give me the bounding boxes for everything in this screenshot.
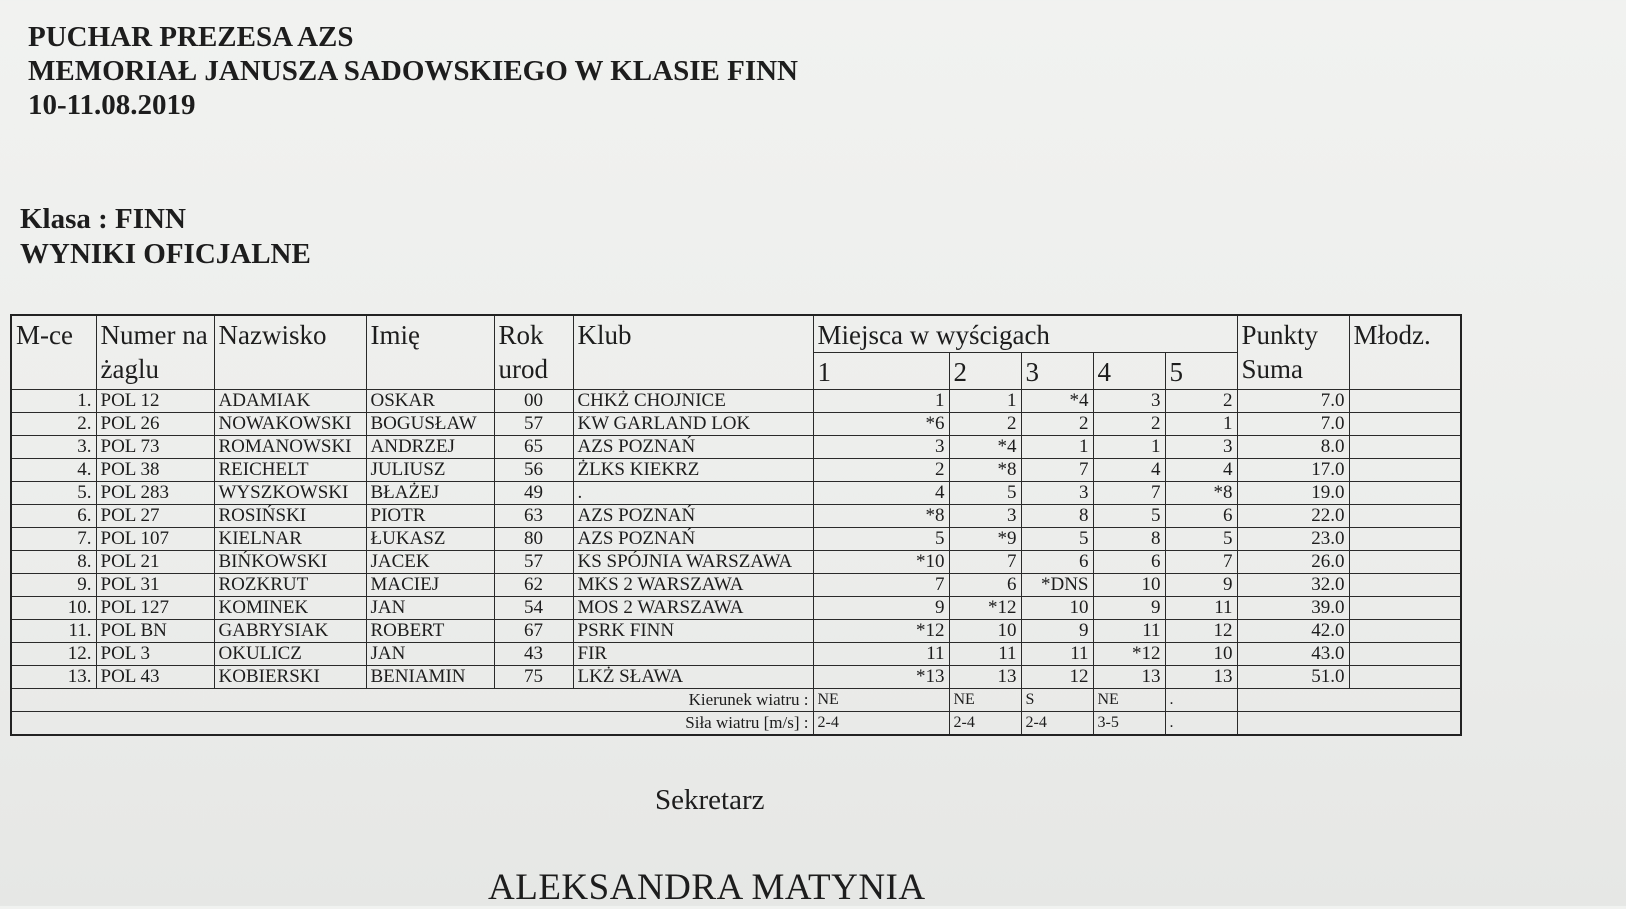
- wind-strength-row: [11, 712, 1461, 736]
- table-row: [11, 413, 1461, 436]
- race-2-cell: 10: [949, 620, 1021, 643]
- youth-cell: [1349, 528, 1461, 551]
- class-block: [20, 202, 311, 272]
- sail-number-cell: POL 31: [96, 574, 214, 597]
- place-cell: 10.: [11, 597, 96, 620]
- club-cell: KS SPÓJNIA WARSZAWA: [573, 551, 813, 574]
- col-youth-header: Młodz.: [1349, 315, 1461, 390]
- youth-cell: [1349, 505, 1461, 528]
- race-2-cell: 13: [949, 666, 1021, 689]
- wind-direction-4: NE: [1093, 689, 1165, 712]
- race-3-cell: *DNS: [1021, 574, 1093, 597]
- club-cell: ŻLKS KIEKRZ: [573, 459, 813, 482]
- sail-number-cell: POL 107: [96, 528, 214, 551]
- birth-year-cell: 56: [494, 459, 573, 482]
- race-5-cell: 4: [1165, 459, 1237, 482]
- wind-strength-1: 2-4: [813, 712, 949, 736]
- sail-number-cell: POL 43: [96, 666, 214, 689]
- race-5-cell: 7: [1165, 551, 1237, 574]
- col-place-header: M-ce: [11, 315, 96, 390]
- race-1-cell: *10: [813, 551, 949, 574]
- race-3-cell: 5: [1021, 528, 1093, 551]
- sail-number-cell: POL 26: [96, 413, 214, 436]
- race-4-cell: *12: [1093, 643, 1165, 666]
- race-3-cell: 9: [1021, 620, 1093, 643]
- sail-number-cell: POL 38: [96, 459, 214, 482]
- place-cell: 5.: [11, 482, 96, 505]
- results-table: [10, 314, 1462, 736]
- first-name-cell: JACEK: [366, 551, 494, 574]
- youth-cell: [1349, 574, 1461, 597]
- club-cell: LKŻ SŁAWA: [573, 666, 813, 689]
- place-cell: 11.: [11, 620, 96, 643]
- place-cell: 9.: [11, 574, 96, 597]
- first-name-cell: ŁUKASZ: [366, 528, 494, 551]
- race-3-header: 3: [1021, 353, 1093, 390]
- place-cell: 12.: [11, 643, 96, 666]
- race-1-cell: *8: [813, 505, 949, 528]
- race-4-cell: 1: [1093, 436, 1165, 459]
- youth-cell: [1349, 643, 1461, 666]
- first-name-cell: OSKAR: [366, 390, 494, 413]
- race-3-cell: 12: [1021, 666, 1093, 689]
- race-2-cell: *8: [949, 459, 1021, 482]
- birth-year-cell: 57: [494, 551, 573, 574]
- table-row: [11, 436, 1461, 459]
- race-1-header: 1: [813, 353, 949, 390]
- surname-cell: ADAMIAK: [214, 390, 366, 413]
- race-2-cell: 5: [949, 482, 1021, 505]
- first-name-cell: PIOTR: [366, 505, 494, 528]
- first-name-cell: JAN: [366, 643, 494, 666]
- youth-cell: [1349, 390, 1461, 413]
- youth-cell: [1349, 459, 1461, 482]
- race-4-cell: 5: [1093, 505, 1165, 528]
- race-2-cell: 7: [949, 551, 1021, 574]
- surname-cell: ROZKRUT: [214, 574, 366, 597]
- race-4-cell: 7: [1093, 482, 1165, 505]
- race-2-cell: 2: [949, 413, 1021, 436]
- race-1-cell: *6: [813, 413, 949, 436]
- race-3-cell: 3: [1021, 482, 1093, 505]
- club-cell: AZS POZNAŃ: [573, 505, 813, 528]
- place-cell: 8.: [11, 551, 96, 574]
- sail-number-cell: POL 283: [96, 482, 214, 505]
- points-sum-cell: 51.0: [1237, 666, 1349, 689]
- club-cell: PSRK FINN: [573, 620, 813, 643]
- col-points-header: Punkty Suma: [1237, 315, 1349, 390]
- table-row: [11, 459, 1461, 482]
- race-4-cell: 13: [1093, 666, 1165, 689]
- race-4-cell: 3: [1093, 390, 1165, 413]
- sail-number-cell: POL 73: [96, 436, 214, 459]
- race-2-cell: 6: [949, 574, 1021, 597]
- race-1-cell: 5: [813, 528, 949, 551]
- wind-blank: [1237, 712, 1461, 736]
- race-5-cell: 10: [1165, 643, 1237, 666]
- birth-year-cell: 62: [494, 574, 573, 597]
- youth-cell: [1349, 413, 1461, 436]
- wind-direction-5: .: [1165, 689, 1237, 712]
- race-3-cell: 7: [1021, 459, 1093, 482]
- sail-number-cell: POL 12: [96, 390, 214, 413]
- race-1-cell: 3: [813, 436, 949, 459]
- race-4-cell: 2: [1093, 413, 1165, 436]
- points-sum-cell: 8.0: [1237, 436, 1349, 459]
- surname-cell: NOWAKOWSKI: [214, 413, 366, 436]
- points-sum-cell: 7.0: [1237, 413, 1349, 436]
- race-5-cell: 6: [1165, 505, 1237, 528]
- youth-cell: [1349, 620, 1461, 643]
- birth-year-cell: 49: [494, 482, 573, 505]
- race-1-cell: 1: [813, 390, 949, 413]
- points-sum-cell: 7.0: [1237, 390, 1349, 413]
- signature-title: Sekretarz: [655, 784, 765, 816]
- col-races-header: Miejsca w wyścigach: [813, 315, 1237, 353]
- birth-year-cell: 80: [494, 528, 573, 551]
- class-line: Klasa : FINN: [20, 203, 186, 235]
- wind-blank: [1237, 689, 1461, 712]
- surname-cell: ROSIŃSKI: [214, 505, 366, 528]
- first-name-cell: BŁAŻEJ: [366, 482, 494, 505]
- race-4-cell: 4: [1093, 459, 1165, 482]
- surname-cell: GABRYSIAK: [214, 620, 366, 643]
- race-2-cell: 3: [949, 505, 1021, 528]
- points-sum-cell: 17.0: [1237, 459, 1349, 482]
- col-club-header: Klub: [573, 315, 813, 390]
- wind-strength-5: .: [1165, 712, 1237, 736]
- place-cell: 6.: [11, 505, 96, 528]
- youth-cell: [1349, 666, 1461, 689]
- points-sum-cell: 22.0: [1237, 505, 1349, 528]
- club-cell: MOS 2 WARSZAWA: [573, 597, 813, 620]
- table-row: [11, 551, 1461, 574]
- col-surname-header: Nazwisko: [214, 315, 366, 390]
- col-sail-header: Numer na żaglu: [96, 315, 214, 390]
- race-1-cell: *13: [813, 666, 949, 689]
- race-1-cell: 4: [813, 482, 949, 505]
- race-4-cell: 11: [1093, 620, 1165, 643]
- table-row: [11, 620, 1461, 643]
- wind-direction-label: Kierunek wiatru :: [11, 689, 813, 712]
- race-5-cell: 11: [1165, 597, 1237, 620]
- race-2-cell: 11: [949, 643, 1021, 666]
- birth-year-cell: 00: [494, 390, 573, 413]
- birth-year-cell: 57: [494, 413, 573, 436]
- race-3-cell: 1: [1021, 436, 1093, 459]
- race-3-cell: 10: [1021, 597, 1093, 620]
- club-cell: CHKŻ CHOJNICE: [573, 390, 813, 413]
- wind-strength-3: 2-4: [1021, 712, 1093, 736]
- race-4-cell: 10: [1093, 574, 1165, 597]
- first-name-cell: MACIEJ: [366, 574, 494, 597]
- place-cell: 4.: [11, 459, 96, 482]
- wind-strength-label: Siła wiatru [m/s] :: [11, 712, 813, 736]
- club-cell: AZS POZNAŃ: [573, 528, 813, 551]
- club-cell: FIR: [573, 643, 813, 666]
- club-cell: .: [573, 482, 813, 505]
- wind-strength-4: 3-5: [1093, 712, 1165, 736]
- first-name-cell: BOGUSŁAW: [366, 413, 494, 436]
- table-row: [11, 666, 1461, 689]
- race-4-cell: 8: [1093, 528, 1165, 551]
- race-1-cell: 11: [813, 643, 949, 666]
- wind-direction-1: NE: [813, 689, 949, 712]
- race-3-cell: 11: [1021, 643, 1093, 666]
- table-row: [11, 597, 1461, 620]
- race-2-cell: *9: [949, 528, 1021, 551]
- surname-cell: ROMANOWSKI: [214, 436, 366, 459]
- race-2-header: 2: [949, 353, 1021, 390]
- table-row: [11, 528, 1461, 551]
- surname-cell: WYSZKOWSKI: [214, 482, 366, 505]
- results-title: WYNIKI OFICJALNE: [20, 238, 311, 270]
- birth-year-cell: 67: [494, 620, 573, 643]
- place-cell: 7.: [11, 528, 96, 551]
- points-sum-cell: 19.0: [1237, 482, 1349, 505]
- race-5-cell: 1: [1165, 413, 1237, 436]
- surname-cell: KIELNAR: [214, 528, 366, 551]
- sail-number-cell: POL 127: [96, 597, 214, 620]
- signature-name: ALEKSANDRA MATYNIA: [488, 867, 926, 908]
- race-1-cell: *12: [813, 620, 949, 643]
- race-1-cell: 2: [813, 459, 949, 482]
- points-sum-cell: 43.0: [1237, 643, 1349, 666]
- surname-cell: BIŃKOWSKI: [214, 551, 366, 574]
- place-cell: 1.: [11, 390, 96, 413]
- points-sum-cell: 26.0: [1237, 551, 1349, 574]
- table-row: [11, 390, 1461, 413]
- first-name-cell: ROBERT: [366, 620, 494, 643]
- sail-number-cell: POL 21: [96, 551, 214, 574]
- surname-cell: REICHELT: [214, 459, 366, 482]
- wind-strength-2: 2-4: [949, 712, 1021, 736]
- race-2-cell: *12: [949, 597, 1021, 620]
- race-2-cell: *4: [949, 436, 1021, 459]
- results-body: [11, 390, 1461, 689]
- race-3-cell: 6: [1021, 551, 1093, 574]
- race-3-cell: 2: [1021, 413, 1093, 436]
- first-name-cell: JULIUSZ: [366, 459, 494, 482]
- race-5-cell: 9: [1165, 574, 1237, 597]
- table-row: [11, 482, 1461, 505]
- sail-number-cell: POL 27: [96, 505, 214, 528]
- first-name-cell: JAN: [366, 597, 494, 620]
- surname-cell: OKULICZ: [214, 643, 366, 666]
- race-2-cell: 1: [949, 390, 1021, 413]
- points-sum-cell: 23.0: [1237, 528, 1349, 551]
- club-cell: KW GARLAND LOK: [573, 413, 813, 436]
- place-cell: 2.: [11, 413, 96, 436]
- wind-direction-2: NE: [949, 689, 1021, 712]
- race-5-cell: 3: [1165, 436, 1237, 459]
- race-5-cell: 5: [1165, 528, 1237, 551]
- race-3-cell: 8: [1021, 505, 1093, 528]
- race-1-cell: 9: [813, 597, 949, 620]
- birth-year-cell: 54: [494, 597, 573, 620]
- first-name-cell: BENIAMIN: [366, 666, 494, 689]
- race-5-header: 5: [1165, 353, 1237, 390]
- sail-number-cell: POL 3: [96, 643, 214, 666]
- birth-year-cell: 65: [494, 436, 573, 459]
- youth-cell: [1349, 436, 1461, 459]
- wind-direction-row: [11, 689, 1461, 712]
- header-row: [11, 315, 1461, 353]
- youth-cell: [1349, 551, 1461, 574]
- first-name-cell: ANDRZEJ: [366, 436, 494, 459]
- youth-cell: [1349, 482, 1461, 505]
- race-4-header: 4: [1093, 353, 1165, 390]
- points-sum-cell: 42.0: [1237, 620, 1349, 643]
- youth-cell: [1349, 597, 1461, 620]
- race-1-cell: 7: [813, 574, 949, 597]
- birth-year-cell: 43: [494, 643, 573, 666]
- race-4-cell: 9: [1093, 597, 1165, 620]
- surname-cell: KOMINEK: [214, 597, 366, 620]
- event-subtitle: MEMORIAŁ JANUSZA SADOWSKIEGO W KLASIE FINN: [28, 55, 798, 87]
- wind-direction-3: S: [1021, 689, 1093, 712]
- place-cell: 13.: [11, 666, 96, 689]
- race-5-cell: *8: [1165, 482, 1237, 505]
- race-4-cell: 6: [1093, 551, 1165, 574]
- club-cell: AZS POZNAŃ: [573, 436, 813, 459]
- points-sum-cell: 39.0: [1237, 597, 1349, 620]
- race-3-cell: *4: [1021, 390, 1093, 413]
- surname-cell: KOBIERSKI: [214, 666, 366, 689]
- points-sum-cell: 32.0: [1237, 574, 1349, 597]
- table-row: [11, 505, 1461, 528]
- table-row: [11, 574, 1461, 597]
- race-5-cell: 12: [1165, 620, 1237, 643]
- col-name-header: Imię: [366, 315, 494, 390]
- race-5-cell: 2: [1165, 390, 1237, 413]
- place-cell: 3.: [11, 436, 96, 459]
- col-year-header: Rok urod: [494, 315, 573, 390]
- document-header: [28, 20, 798, 122]
- birth-year-cell: 63: [494, 505, 573, 528]
- club-cell: MKS 2 WARSZAWA: [573, 574, 813, 597]
- event-dates: 10-11.08.2019: [28, 89, 196, 121]
- event-title: PUCHAR PREZESA AZS: [28, 21, 354, 53]
- table-row: [11, 643, 1461, 666]
- wind-section: [11, 689, 1461, 736]
- birth-year-cell: 75: [494, 666, 573, 689]
- sail-number-cell: POL BN: [96, 620, 214, 643]
- race-5-cell: 13: [1165, 666, 1237, 689]
